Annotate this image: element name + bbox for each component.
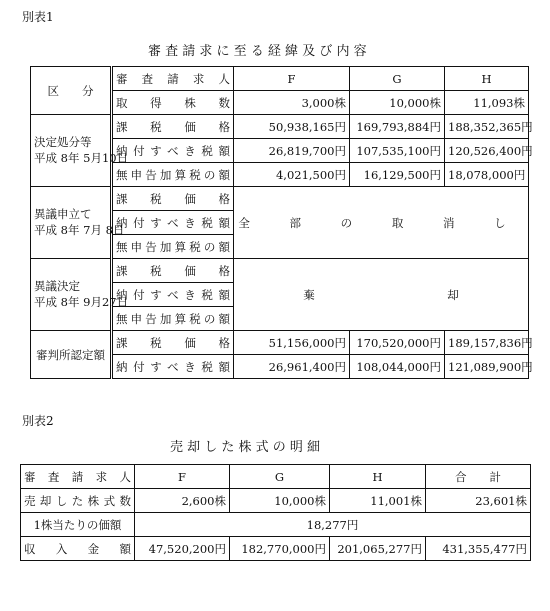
table1-caption: 別表1 <box>22 10 54 24</box>
original-section <box>31 115 129 187</box>
t2-per-share-value: 18,277円 <box>135 513 531 537</box>
review-value: 121,089,900円 <box>445 355 529 379</box>
decision-row-label: 課 税 価 格 <box>112 259 234 283</box>
review-value: 108,044,000円 <box>350 355 445 379</box>
original-row-label: 無申告加算税の額 <box>112 163 234 187</box>
requester-f: F <box>234 67 350 91</box>
requester-g: G <box>350 67 445 91</box>
original-name: 決定処分等 <box>34 134 92 149</box>
t2-col-g: G <box>230 465 330 489</box>
review-value: 51,156,000円 <box>234 331 350 355</box>
shares-f: 3,000株 <box>234 91 350 115</box>
original-value: 26,819,700円 <box>234 139 350 163</box>
original-value: 50,938,165円 <box>234 115 350 139</box>
requester-h: H <box>445 67 529 91</box>
requester-header: 審 査 請 求 人 <box>112 67 234 91</box>
t2-sold-value: 11,001株 <box>330 489 426 513</box>
t2-sold-value: 2,600株 <box>135 489 230 513</box>
review-name: 審判所認定額 <box>36 347 105 362</box>
table1-title: 審 査 請 求 に 至 る 経 緯 及 び 内 容 <box>148 44 367 59</box>
original-value: 4,021,500円 <box>234 163 350 187</box>
original-date: 平成 8年 5月10日 <box>34 150 129 165</box>
review-row-label: 課 税 価 格 <box>112 331 234 355</box>
decision-name: 異議決定 <box>34 278 80 293</box>
original-value: 107,535,100円 <box>350 139 445 163</box>
review-row-label: 納付すべき税額 <box>112 355 234 379</box>
original-value: 188,352,365円 <box>445 115 529 139</box>
t2-proceeds-label: 収 入 金 額 <box>21 537 135 561</box>
review-value: 170,520,000円 <box>350 331 445 355</box>
table1-history <box>30 66 533 379</box>
decision-row-label: 納付すべき税額 <box>112 283 234 307</box>
review-value: 26,961,400円 <box>234 355 350 379</box>
original-row-label: 納付すべき税額 <box>112 139 234 163</box>
objection-name: 異議申立て <box>34 206 92 221</box>
objection-date: 平成 8年 7月 8日 <box>34 222 125 237</box>
section-header: 区 分 <box>31 67 112 115</box>
decision-result <box>234 259 529 331</box>
shares-g: 10,000株 <box>350 91 445 115</box>
review-value: 189,157,836円 <box>445 331 529 355</box>
review-section <box>31 331 112 379</box>
shares-h: 11,093株 <box>445 91 529 115</box>
t2-proceeds-value: 182,770,000円 <box>230 537 330 561</box>
original-value: 169,793,884円 <box>350 115 445 139</box>
original-value: 18,078,000円 <box>445 163 529 187</box>
original-row-label: 課 税 価 格 <box>112 115 234 139</box>
t2-proceeds-value: 201,065,277円 <box>330 537 426 561</box>
t2-per-share-label: 1株当たりの価額 <box>21 513 135 537</box>
shares-label: 取 得 株 数 <box>112 91 234 115</box>
t2-sold-label: 売却した株式数 <box>21 489 135 513</box>
table2-caption: 別表2 <box>22 414 54 428</box>
table2-shares-sold <box>20 464 531 561</box>
objection-row-label: 無申告加算税の額 <box>112 235 234 259</box>
decision-result-left: 棄 <box>303 287 315 302</box>
decision-result-right: 却 <box>447 287 459 302</box>
objection-row-label: 課 税 価 格 <box>112 187 234 211</box>
original-value: 16,129,500円 <box>350 163 445 187</box>
t2-proceeds-value: 431,355,477円 <box>426 537 531 561</box>
objection-section <box>31 187 125 259</box>
t2-col-total: 合 計 <box>426 465 531 489</box>
t2-proceeds-value: 47,520,200円 <box>135 537 230 561</box>
objection-row-label: 納付すべき税額 <box>112 211 234 235</box>
t2-col-f: F <box>135 465 230 489</box>
t2-sold-value: 23,601株 <box>426 489 531 513</box>
t2-col-h: H <box>330 465 426 489</box>
decision-section <box>31 259 129 331</box>
table2-title: 売 却 し た 株 式 の 明 細 <box>170 440 321 455</box>
decision-date: 平成 8年 9月27日 <box>34 294 129 309</box>
decision-row-label: 無申告加算税の額 <box>112 307 234 331</box>
t2-sold-value: 10,000株 <box>230 489 330 513</box>
original-value: 120,526,400円 <box>445 139 529 163</box>
t2-header-label: 審 査 請 求 人 <box>21 465 135 489</box>
objection-result: 全 部 の 取 消 し <box>234 187 529 259</box>
